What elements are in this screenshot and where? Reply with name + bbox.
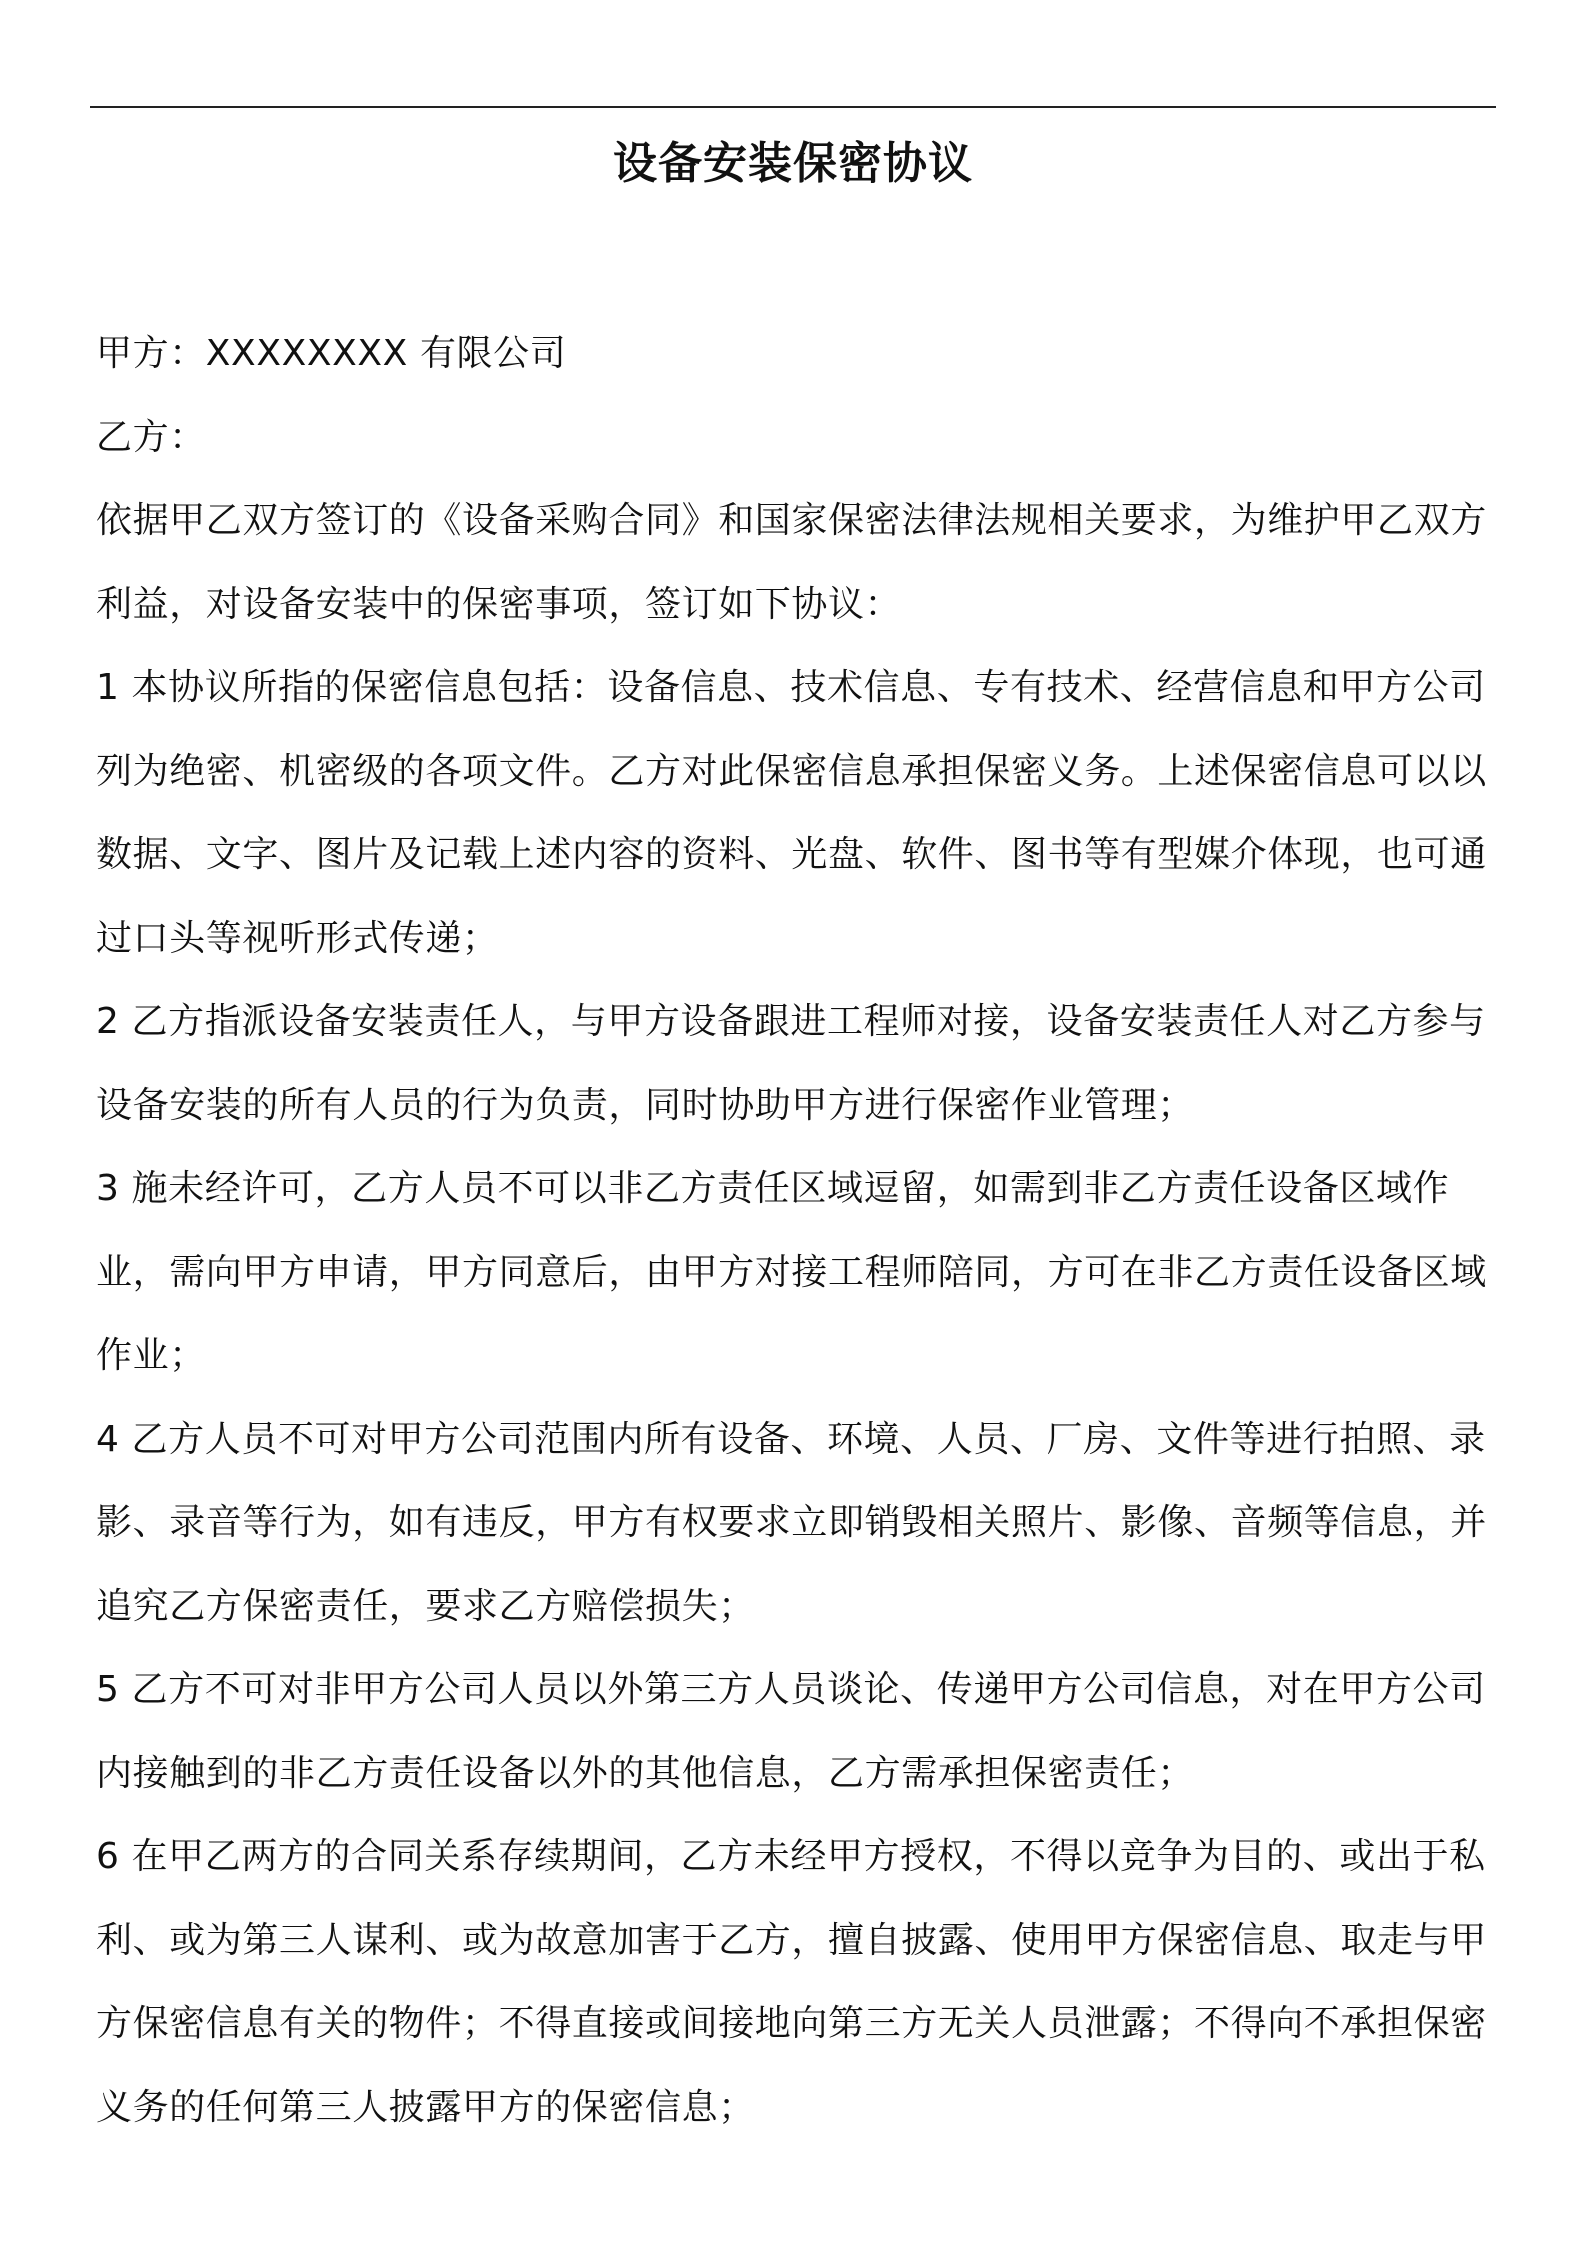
header-rule xyxy=(90,106,1496,108)
clause-5: 5 乙方不可对非甲方公司人员以外第三方人员谈论、传递甲方公司信息，对在甲方公司内接触到的非乙方责任设备以外的其他信息，乙方需承担保密责任； xyxy=(96,1669,1486,1794)
clause-3: 3 施未经许可，乙方人员不可以非乙方责任区域逗留，如需到非乙方责任设备区域作业，需向甲方申请，甲方同意后，由甲方对接工程师陪同，方可在非乙方责任设备区域作业； xyxy=(96,1168,1487,1376)
party-a-line: 甲方：XXXXXXXX 有限公司 xyxy=(96,333,567,374)
party-b-line: 乙方： xyxy=(96,416,206,458)
clause-6: 6 在甲乙两方的合同关系存续期间，乙方未经甲方授权，不得以竞争为目的、或出于私利、或为第三人谋利、或为故意加害于乙方，擅自披露、使用甲方保密信息、取走与甲方保密信息有关的物件；不得直接或间接地向第三方无关人员泄露；不得向不承担保密义务的任何第三人披露甲方的保密信息； xyxy=(96,1836,1487,2128)
clause-4: 4 乙方人员不可对甲方公司范围内所有设备、环境、人员、厂房、文件等进行拍照、录影、录音等行为，如有违反，甲方有权要求立即销毁相关照片、影像、音频等信息，并追究乙方保密责任，要求乙方赔偿损失； xyxy=(96,1418,1487,1627)
preamble-paragraph: 依据甲乙双方签订的《设备采购合同》和国家保密法律法规相关要求，为维护甲乙双方利益，对设备安装中的保密事项，签订如下协议： xyxy=(96,500,1487,625)
document-body xyxy=(96,312,1502,2149)
document-title: 设备安装保密协议 xyxy=(613,138,973,189)
clause-2: 2 乙方指派设备安装责任人，与甲方设备跟进工程师对接，设备安装责任人对乙方参与设备安装的所有人员的行为负责，同时协助甲方进行保密作业管理； xyxy=(96,1001,1486,1126)
clause-1: 1 本协议所指的保密信息包括：设备信息、技术信息、专有技术、经营信息和甲方公司列为绝密、机密级的各项文件。乙方对此保密信息承担保密义务。上述保密信息可以以数据、文字、图片及记载上述内容的资料、光盘、软件、图书等有型媒介体现，也可通过口头等视听形式传递； xyxy=(96,667,1487,959)
